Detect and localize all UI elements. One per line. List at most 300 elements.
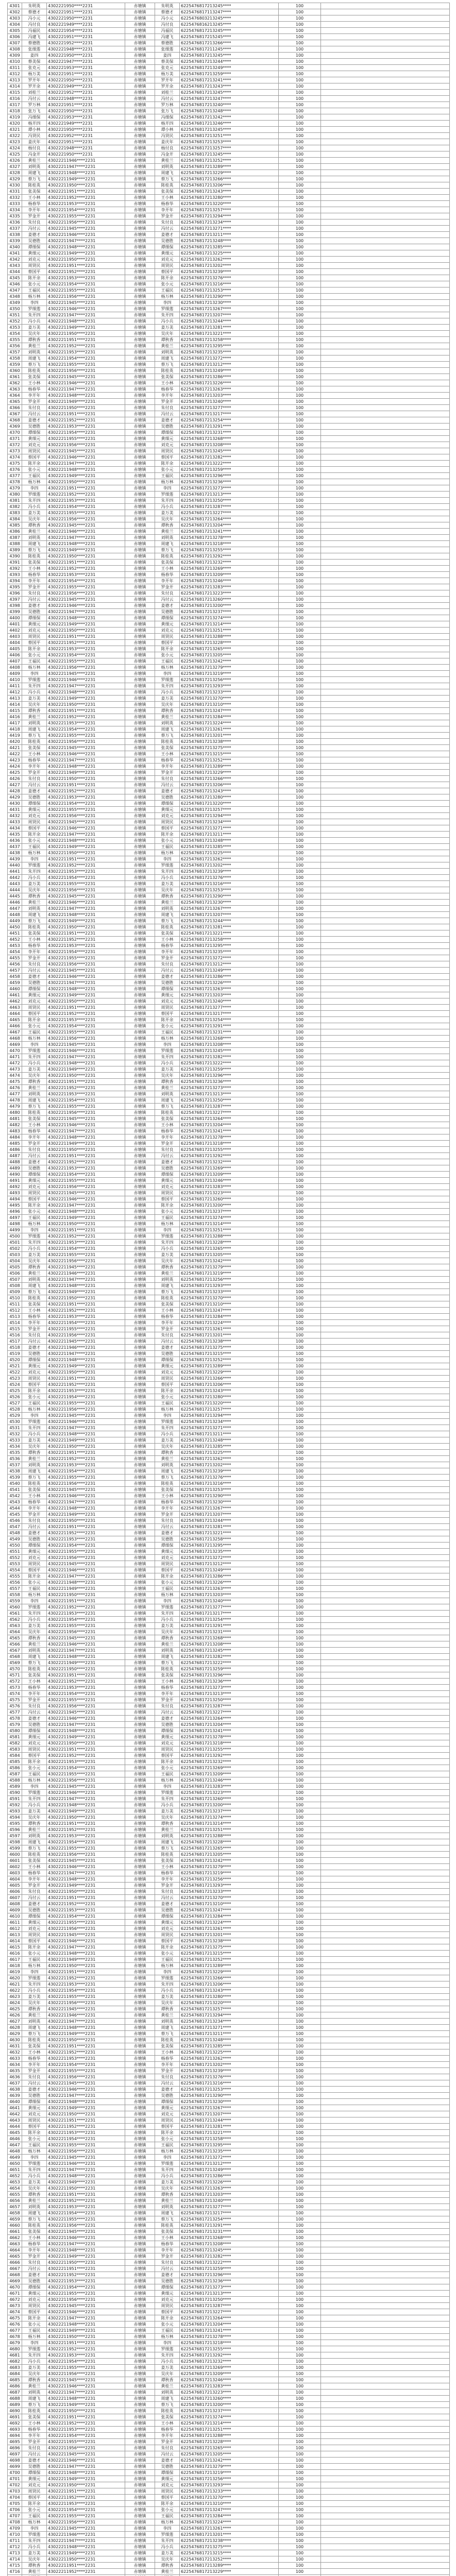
household-head: 张美保 [155, 374, 180, 380]
household-head: 朱明英 [155, 3, 180, 9]
remark [321, 1913, 450, 1920]
row-number: 4411 [8, 683, 22, 689]
table-row [8, 1988, 450, 1994]
household-head: 朱付良 [155, 2260, 180, 2266]
bank-account: 6225476817213215**** [180, 751, 279, 757]
subsidy-amount: 100 [279, 937, 321, 943]
remark [321, 2377, 450, 2383]
town: 赤塘镇 [125, 541, 155, 547]
row-number: 4406 [8, 652, 22, 658]
table-row [8, 2334, 450, 2340]
row-number: 4620 [8, 1975, 22, 1981]
household-head: 周贤民 [155, 2117, 180, 2124]
household-head: 陈桂英 [155, 2037, 180, 2043]
remark [321, 2148, 450, 2155]
subsidy-amount: 100 [279, 1815, 321, 1821]
id-number: 43022211954****2231 [47, 504, 125, 510]
table-row [8, 448, 450, 454]
table-row [8, 1363, 450, 1369]
row-number: 4580 [8, 1728, 22, 1734]
id-number: 43022211947****2231 [47, 2093, 125, 2099]
town: 赤塘镇 [125, 201, 155, 207]
id-number: 43022211947****2231 [47, 2464, 125, 2470]
row-number: 4314 [8, 83, 22, 90]
table-row [8, 1036, 450, 1042]
town: 赤塘镇 [125, 1258, 155, 1264]
id-number: 43022211953****2231 [47, 1091, 125, 1097]
household-head: 李开年 [155, 2433, 180, 2439]
household-head: 蔡国平 [155, 2495, 180, 2501]
remark [321, 1196, 450, 1202]
person-name: 陈开余 [22, 461, 47, 467]
household-head: 冯小兵 [155, 504, 180, 510]
town: 赤塘镇 [125, 2359, 155, 2365]
person-name: 黄细元 [22, 992, 47, 998]
remark [321, 1722, 450, 1728]
table-row [8, 417, 450, 423]
remark [321, 1864, 450, 1870]
remark [321, 1549, 450, 1555]
bank-account: 6225476817213253**** [180, 887, 279, 893]
table-row [8, 652, 450, 658]
person-name: 刘明英 [22, 2019, 47, 2025]
remark [321, 1808, 450, 1815]
person-name: 张美保 [22, 560, 47, 566]
town: 赤塘镇 [125, 1784, 155, 1790]
row-number: 4451 [8, 930, 22, 937]
table-row [8, 961, 450, 968]
household-head: 罗金开 [155, 399, 180, 405]
bank-account: 6225476817213244**** [180, 918, 279, 924]
subsidy-amount: 100 [279, 121, 321, 127]
bank-account: 6225476817213249**** [180, 1567, 279, 1573]
household-head: 姜德才 [155, 2087, 180, 2093]
subsidy-amount: 100 [279, 1957, 321, 1963]
person-name: 刘明英 [22, 2204, 47, 2210]
row-number: 4419 [8, 733, 22, 739]
person-name: 陈开余 [22, 2130, 47, 2136]
town: 赤塘镇 [125, 757, 155, 764]
town: 赤塘镇 [125, 226, 155, 232]
subsidy-amount: 100 [279, 2087, 321, 2093]
person-name: 刘克元 [22, 1740, 47, 1747]
id-number: 43022211951****2231 [47, 2192, 125, 2198]
bank-account: 6225476817213227**** [180, 1110, 279, 1116]
town: 赤塘镇 [125, 893, 155, 900]
row-number: 4551 [8, 1549, 22, 1555]
id-number: 43022211945****2231 [47, 1784, 125, 1790]
subsidy-amount: 100 [279, 566, 321, 572]
remark [321, 182, 450, 189]
row-number: 4473 [8, 1066, 22, 1073]
town: 赤塘镇 [125, 1765, 155, 1771]
row-number: 4453 [8, 943, 22, 949]
town: 赤塘镇 [125, 553, 155, 560]
town: 赤塘镇 [125, 1005, 155, 1011]
subsidy-amount: 100 [279, 170, 321, 176]
household-head: 陈桂英 [155, 368, 180, 374]
bank-account: 6225476817213256**** [180, 1876, 279, 1883]
bank-account: 6225476817213243**** [180, 1988, 279, 1994]
person-name: 周贤民 [22, 1190, 47, 1196]
household-head: 黄细元 [155, 436, 180, 442]
remark [321, 1209, 450, 1215]
id-number: 43022211950****2231 [47, 1444, 125, 1450]
household-head: 陈开余 [155, 646, 180, 652]
row-number: 4367 [8, 411, 22, 417]
household-head: 周贤民 [155, 819, 180, 825]
subsidy-amount: 100 [279, 1611, 321, 1617]
row-number: 4516 [8, 1332, 22, 1338]
town: 赤塘镇 [125, 2198, 155, 2204]
town: 赤塘镇 [125, 1845, 155, 1852]
person-name: 谭细保 [22, 1172, 47, 1178]
table-row [8, 745, 450, 751]
id-number: 43022211948****2231 [47, 838, 125, 844]
household-head: 陈开余 [155, 1017, 180, 1023]
bank-account: 6225476817213245**** [180, 127, 279, 133]
table-row [8, 2402, 450, 2408]
person-name: 冯小兵 [22, 1246, 47, 1252]
person-name: 谭细保 [22, 2284, 47, 2291]
household-head: 蔡德胜 [155, 40, 180, 46]
id-number: 43022211948****2231 [47, 1728, 125, 1734]
table-row [8, 566, 450, 572]
table-row [8, 1815, 450, 1821]
remark [321, 2247, 450, 2253]
row-number: 4454 [8, 949, 22, 955]
id-number: 4302221951****2231 [47, 34, 125, 40]
household-head: 陈开余 [155, 832, 180, 838]
bank-account: 6225476817213251**** [180, 628, 279, 634]
town: 赤塘镇 [125, 1172, 155, 1178]
remark [321, 2278, 450, 2284]
remark [321, 195, 450, 201]
household-head: 冯贤民 [155, 133, 180, 139]
household-head: 李四 [155, 2340, 180, 2346]
row-number: 4371 [8, 436, 22, 442]
bank-account: 6225476817213256**** [180, 677, 279, 683]
person-name: 罗细莲 [22, 1790, 47, 1796]
subsidy-amount: 100 [279, 219, 321, 226]
household-head: 周贤民 [155, 2488, 180, 2495]
person-name: 姜万美 [22, 2179, 47, 2185]
remark [321, 621, 450, 628]
id-number: 43022211953****2231 [47, 1462, 125, 1468]
id-number: 43022211947****2231 [47, 312, 125, 318]
household-head: 刘克元 [155, 2111, 180, 2117]
id-number: 43022211945****2231 [47, 819, 125, 825]
id-number: 43022211952****2231 [47, 1085, 125, 1091]
remark [321, 121, 450, 127]
id-number: 43022211945****2231 [47, 968, 125, 974]
id-number: 43022211956****2231 [47, 1258, 125, 1264]
id-number: 43022211949****2231 [47, 2328, 125, 2334]
id-number: 43022211951****2231 [47, 2117, 125, 2124]
household-head: 王福民 [155, 1029, 180, 1036]
id-number: 43022211945****2231 [47, 1413, 125, 1419]
bank-account: 6225476817213272**** [180, 1555, 279, 1561]
id-number: 43022211948****2231 [47, 689, 125, 696]
remark [321, 1363, 450, 1369]
bank-account: 6225476817213285**** [180, 844, 279, 850]
remark [321, 1357, 450, 1363]
row-number: 4463 [8, 1005, 22, 1011]
subsidy-amount: 100 [279, 893, 321, 900]
person-name: 刘克元 [22, 628, 47, 634]
remark [321, 1790, 450, 1796]
id-number: 43022211945****2231 [47, 2377, 125, 2383]
table-row [8, 2192, 450, 2198]
person-name: 冯付云 [22, 1338, 47, 1345]
id-number: 43022211951****2231 [47, 411, 125, 417]
row-number: 4346 [8, 281, 22, 287]
row-number: 4503 [8, 1252, 22, 1258]
subsidy-amount: 100 [279, 788, 321, 794]
row-number: 4329 [8, 176, 22, 182]
subsidy-amount: 100 [279, 2538, 321, 2544]
remark [321, 1926, 450, 1932]
id-number: 43022211952****2231 [47, 1011, 125, 1017]
bank-account: 6225476817213203**** [180, 2192, 279, 2198]
id-number: 43022211949****2231 [47, 2031, 125, 2037]
remark [321, 2241, 450, 2247]
person-name: 罗金开 [22, 2439, 47, 2445]
table-row [8, 943, 450, 949]
town: 赤塘镇 [125, 1623, 155, 1629]
town: 赤塘镇 [125, 2235, 155, 2241]
table-row [8, 380, 450, 386]
remark [321, 1097, 450, 1104]
subsidy-amount: 100 [279, 2266, 321, 2272]
table-row [8, 1759, 450, 1765]
row-number: 4366 [8, 405, 22, 411]
household-head: 王福民 [155, 658, 180, 665]
town: 赤塘镇 [125, 139, 155, 145]
town: 赤塘镇 [125, 2383, 155, 2389]
town: 赤塘镇 [125, 1747, 155, 1753]
subsidy-amount: 100 [279, 2278, 321, 2284]
row-number: 4549 [8, 1536, 22, 1543]
subsidy-amount: 100 [279, 34, 321, 40]
row-number: 4517 [8, 1338, 22, 1345]
subsidy-amount: 100 [279, 1104, 321, 1110]
bank-account: 6225476817213246**** [180, 2377, 279, 2383]
person-name: 周建飞 [22, 2396, 47, 2402]
remark [321, 1153, 450, 1159]
town: 赤塘镇 [125, 1351, 155, 1357]
town: 赤塘镇 [125, 170, 155, 176]
person-name: 朱付良 [22, 2445, 47, 2451]
bank-account: 6225476817213296**** [180, 1073, 279, 1079]
id-number: 43022211950****2231 [47, 2482, 125, 2488]
remark [321, 96, 450, 102]
subsidy-amount: 100 [279, 1116, 321, 1122]
subsidy-amount: 100 [279, 2334, 321, 2340]
table-row [8, 77, 450, 83]
subsidy-amount: 100 [279, 764, 321, 770]
town: 赤塘镇 [125, 1586, 155, 1592]
remark [321, 83, 450, 90]
id-number: 43022211951****2231 [47, 1153, 125, 1159]
remark [321, 578, 450, 584]
id-number: 43022211953****2231 [47, 2278, 125, 2284]
remark [321, 1481, 450, 1487]
table-row [8, 2080, 450, 2087]
town: 赤塘镇 [125, 337, 155, 343]
person-name: 刘明英 [22, 1462, 47, 1468]
id-number: 43022211946****2231 [47, 529, 125, 535]
bank-account: 6225476817213231**** [180, 2229, 279, 2235]
person-name: 陈开余 [22, 1944, 47, 1951]
subsidy-amount: 100 [279, 1475, 321, 1481]
row-number: 4478 [8, 1097, 22, 1104]
id-number: 43022211953****2231 [47, 2352, 125, 2359]
table-row [8, 1481, 450, 1487]
person-name: 杨春华 [22, 386, 47, 393]
bank-account: 6225476817213233**** [180, 689, 279, 696]
bank-account: 6225476817213237**** [180, 1808, 279, 1815]
bank-account: 6225476817213260**** [180, 1796, 279, 1802]
household-head: 周贤民 [155, 1190, 180, 1196]
row-number: 4520 [8, 1357, 22, 1363]
town: 赤塘镇 [125, 461, 155, 467]
person-name: 李四 [22, 300, 47, 306]
id-number: 43022211956****2231 [47, 2074, 125, 2080]
bank-account: 6225476817213236**** [180, 1679, 279, 1685]
row-number: 4592 [8, 1802, 22, 1808]
bank-account: 6225476817213254**** [180, 1017, 279, 1023]
row-number: 4615 [8, 1944, 22, 1951]
bank-account: 6225476817213230**** [180, 300, 279, 306]
id-number: 43022211955****2231 [47, 2513, 125, 2519]
table-row [8, 2501, 450, 2507]
row-number: 4365 [8, 399, 22, 405]
household-head: 谭细保 [155, 1172, 180, 1178]
id-number: 43022211952****2231 [47, 1975, 125, 1981]
bank-account: 6225476817213287**** [180, 504, 279, 510]
row-number: 4665 [8, 2253, 22, 2260]
row-number: 4612 [8, 1926, 22, 1932]
bank-account: 6225476817213289**** [180, 1963, 279, 1969]
bank-account: 6225476817213296**** [180, 473, 279, 479]
town: 赤塘镇 [125, 1382, 155, 1388]
subsidy-amount: 100 [279, 516, 321, 522]
row-number: 4685 [8, 2377, 22, 2383]
person-name: 吴庆年 [22, 2185, 47, 2192]
remark [321, 1184, 450, 1190]
town: 赤塘镇 [125, 1499, 155, 1505]
row-number: 4522 [8, 1369, 22, 1376]
household-head: 王小林 [155, 1122, 180, 1128]
subsidy-amount: 100 [279, 1326, 321, 1332]
bank-account: 6225476817213260**** [180, 1196, 279, 1202]
id-number: 43022211945****2231 [47, 1858, 125, 1864]
remark [321, 1889, 450, 1895]
id-number: 43022211955****2231 [47, 2142, 125, 2148]
town: 赤塘镇 [125, 634, 155, 640]
household-head: 朱开四 [155, 1796, 180, 1802]
id-number: 43022211948****2231 [47, 912, 125, 918]
town: 赤塘镇 [125, 2501, 155, 2507]
person-name: 王小林 [22, 751, 47, 757]
bank-account: 6225476817213249**** [180, 65, 279, 71]
person-name: 黄细元 [22, 2105, 47, 2111]
remark [321, 1264, 450, 1270]
remark [321, 1017, 450, 1023]
remark [321, 1641, 450, 1648]
bank-account: 6225476817213279**** [180, 665, 279, 671]
town: 赤塘镇 [125, 1666, 155, 1672]
household-head: 黄桂兰 [155, 343, 180, 349]
id-number: 43022211956****2231 [47, 887, 125, 893]
household-head: 蔡国平 [155, 2309, 180, 2315]
table-row [8, 1042, 450, 1048]
subsidy-amount: 100 [279, 1536, 321, 1543]
person-name: 冯小兵 [22, 2359, 47, 2365]
bank-account: 6225476817213249**** [180, 2167, 279, 2173]
bank-account: 6225476817213228**** [180, 2439, 279, 2445]
town: 赤塘镇 [125, 1759, 155, 1765]
id-number: 43022211953****2231 [47, 1240, 125, 1246]
person-name: 蔡德胜 [22, 40, 47, 46]
table-row [8, 1240, 450, 1246]
household-head: 刘明英 [155, 535, 180, 541]
id-number: 43022211950****2231 [47, 998, 125, 1005]
table-row [8, 980, 450, 986]
household-head: 谭细保 [155, 1357, 180, 1363]
id-number: 43022211948****2231 [47, 2396, 125, 2402]
id-number: 43022211945****2231 [47, 597, 125, 603]
person-name: 王福民 [22, 287, 47, 294]
remark [321, 1295, 450, 1301]
table-row [8, 1907, 450, 1913]
remark [321, 2340, 450, 2346]
household-head: 谭秋香 [155, 1079, 180, 1085]
table-row [8, 2321, 450, 2328]
town: 赤塘镇 [125, 1462, 155, 1468]
person-name: 姜万美 [22, 1623, 47, 1629]
person-name: 蔡国平 [22, 269, 47, 275]
town: 赤塘镇 [125, 436, 155, 442]
bank-account: 6225476817213293**** [180, 1883, 279, 1889]
person-name: 张美保 [22, 1858, 47, 1864]
town: 赤塘镇 [125, 1400, 155, 1406]
subsidy-amount: 100 [279, 757, 321, 764]
bank-account: 6225476817213225**** [180, 250, 279, 257]
household-head: 杨春华 [155, 2056, 180, 2062]
table-row [8, 1159, 450, 1165]
row-number: 4441 [8, 869, 22, 875]
remark [321, 584, 450, 590]
person-name: 姜万美 [22, 1252, 47, 1258]
town: 赤塘镇 [125, 1617, 155, 1623]
household-head: 张小元 [155, 1394, 180, 1400]
row-number: 4562 [8, 1617, 22, 1623]
table-row [8, 2210, 450, 2216]
table-row [8, 739, 450, 745]
remark [321, 751, 450, 757]
household-head: 朱付良 [155, 2074, 180, 2080]
bank-account: 6225476817213245**** [180, 448, 279, 454]
id-number: 43022211949****2231 [47, 1215, 125, 1221]
row-number: 4477 [8, 1091, 22, 1097]
id-number: 43022211950****2231 [47, 331, 125, 337]
person-name: 周建飞 [22, 1097, 47, 1104]
row-number: 4342 [8, 257, 22, 263]
remark [321, 2470, 450, 2476]
row-number: 4465 [8, 1017, 22, 1023]
